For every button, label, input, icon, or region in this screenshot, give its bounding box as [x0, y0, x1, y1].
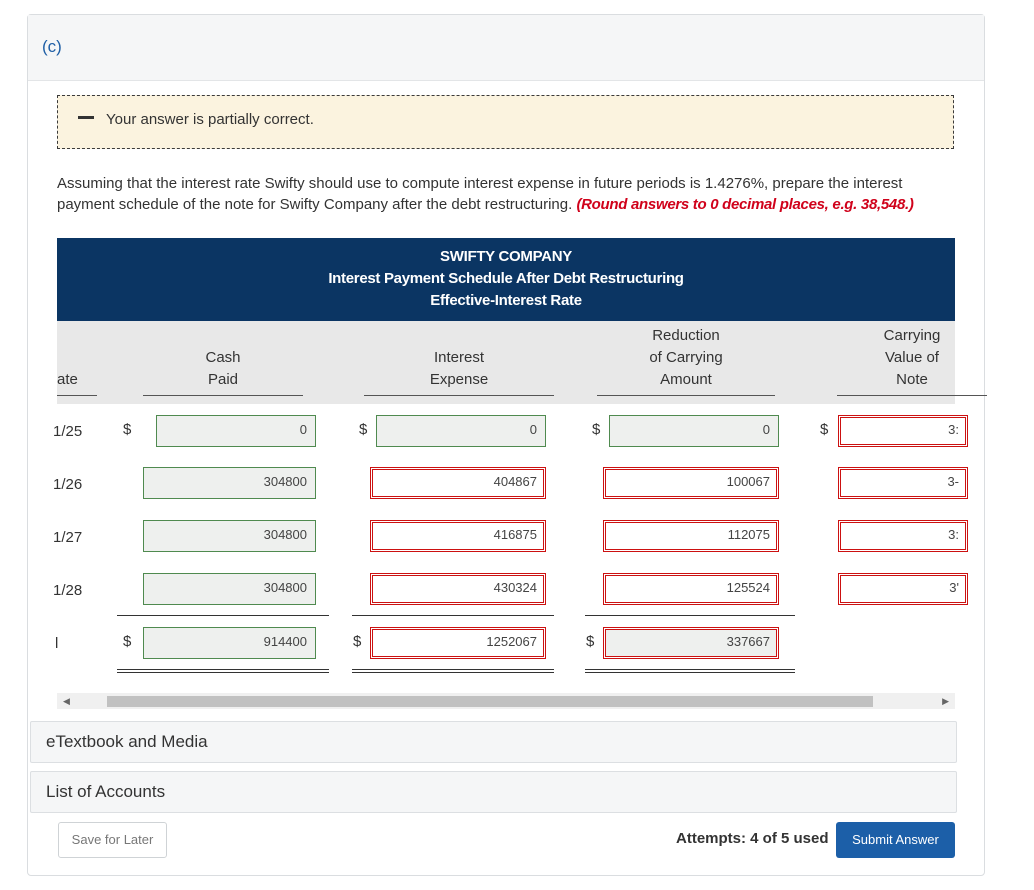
row-date: 1/25	[53, 423, 83, 440]
attempts-counter: Attempts: 4 of 5 used	[676, 830, 829, 847]
currency-symbol: $	[353, 633, 362, 650]
total-cash-paid-input[interactable]: 914400	[143, 627, 316, 659]
currency-symbol: $	[123, 421, 132, 438]
scrollbar-thumb[interactable]	[107, 696, 873, 707]
submit-answer-button[interactable]: Submit Answer	[836, 822, 955, 858]
currency-symbol: $	[592, 421, 601, 438]
schedule-table	[53, 238, 959, 696]
row-date: 1/26	[53, 476, 83, 493]
cash-paid-input[interactable]: 304800	[143, 467, 316, 499]
subtotal-rule	[585, 615, 795, 616]
currency-symbol: $	[123, 633, 132, 650]
total-label: l	[55, 635, 59, 652]
total-double-rule	[352, 669, 554, 673]
etextbook-accordion[interactable]: eTextbook and Media	[30, 721, 957, 763]
currency-symbol: $	[820, 421, 829, 438]
currency-symbol: $	[586, 633, 595, 650]
rounding-note: (Round answers to 0 decimal places, e.g. 38,548.)	[576, 196, 914, 213]
carrying-value-input[interactable]: 3-	[838, 467, 968, 499]
carrying-value-input[interactable]: 3:	[838, 415, 968, 447]
carrying-value-input[interactable]: 3'	[838, 573, 968, 605]
header-reduction: Reduction of Carrying Amount	[597, 325, 775, 391]
company-name: SWIFTY COMPANY	[440, 248, 572, 265]
schedule-subtitle: Effective-Interest Rate	[430, 292, 582, 309]
feedback-message: Your answer is partially correct.	[106, 111, 314, 128]
card-header	[28, 15, 984, 81]
header-carrying-value: Carrying Value of Note	[837, 325, 987, 391]
row-date: 1/28	[53, 582, 83, 599]
table-title-band	[57, 238, 955, 321]
interest-expense-input[interactable]: 430324	[370, 573, 546, 605]
scroll-right-icon[interactable]: ▶	[942, 696, 949, 706]
column-headers	[57, 321, 955, 404]
interest-expense-input[interactable]: 416875	[370, 520, 546, 552]
carrying-value-input[interactable]: 3:	[838, 520, 968, 552]
partial-icon	[78, 116, 94, 119]
save-for-later-button[interactable]: Save for Later	[58, 822, 167, 858]
header-interest-expense: Interest Expense	[364, 347, 554, 391]
instructions-text: Assuming that the interest rate Swifty should use to compute interest expense in future periods is 1.4276%, prepare the interest payment schedule of the note for Swifty Company after the debt restructuring.	[57, 175, 903, 213]
reduction-input[interactable]: 125524	[603, 573, 779, 605]
header-date: ate	[57, 369, 97, 391]
reduction-input[interactable]: 100067	[603, 467, 779, 499]
currency-symbol: $	[359, 421, 368, 438]
subtotal-rule	[117, 615, 329, 616]
scroll-left-icon[interactable]: ◀	[63, 696, 70, 706]
reduction-input[interactable]: 0	[609, 415, 779, 447]
cash-paid-input[interactable]: 304800	[143, 520, 316, 552]
interest-expense-input[interactable]: 404867	[370, 467, 546, 499]
subtotal-rule	[352, 615, 554, 616]
total-double-rule	[585, 669, 795, 673]
cash-paid-input[interactable]: 304800	[143, 573, 316, 605]
instructions	[57, 173, 957, 215]
total-interest-expense-input[interactable]: 1252067	[370, 627, 546, 659]
total-reduction-input[interactable]: 337667	[603, 627, 779, 659]
cash-paid-input[interactable]: 0	[156, 415, 316, 447]
feedback-banner	[57, 95, 954, 149]
total-double-rule	[117, 669, 329, 673]
reduction-input[interactable]: 112075	[603, 520, 779, 552]
list-of-accounts-accordion[interactable]: List of Accounts	[30, 771, 957, 813]
row-date: 1/27	[53, 529, 83, 546]
schedule-title: Interest Payment Schedule After Debt Restructuring	[328, 270, 684, 287]
interest-expense-input[interactable]: 0	[376, 415, 546, 447]
part-label: (c)	[42, 37, 62, 56]
horizontal-scrollbar[interactable]	[57, 693, 955, 709]
header-cash-paid: Cash Paid	[143, 347, 303, 391]
